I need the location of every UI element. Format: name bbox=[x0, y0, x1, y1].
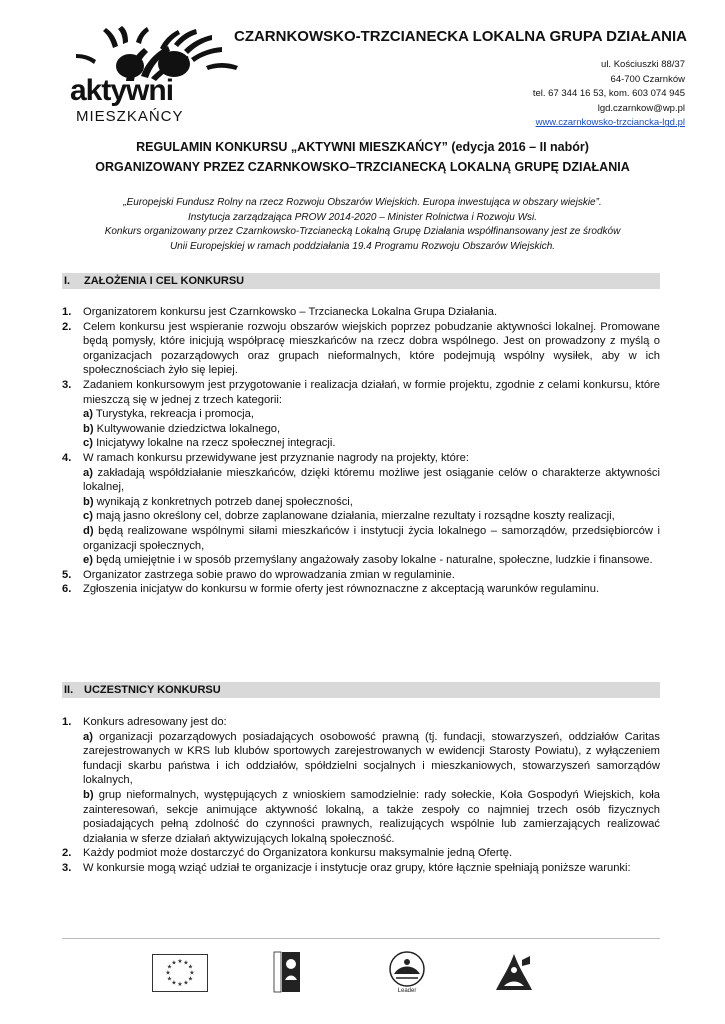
section-title: ZAŁOŻENIA I CEL KONKURSU bbox=[84, 275, 245, 287]
footer-logos bbox=[0, 946, 725, 996]
document-title bbox=[60, 137, 665, 177]
organization-name: CZARNKOWSKO-TRZCIANECKA LOKALNA GRUPA DZIAŁANIA bbox=[233, 28, 687, 45]
sub-item: b) Kultywowanie dziedzictwa lokalnego, bbox=[83, 422, 281, 435]
intro-line-3: Konkurs organizowany przez Czarnkowsko-Trzcianecką Lokalną Grupę Działania współfinansowany jest ze środków bbox=[104, 226, 621, 238]
sub-item: e) będą umiejętnie i w sposób przemyślany angażowały zasoby lokalne - naturalne, społeczne, ludzkie i finansowe. bbox=[83, 554, 653, 567]
svg-text:★: ★ bbox=[177, 958, 183, 965]
email-line: lgd.czarnkow@wp.pl bbox=[597, 102, 685, 114]
svg-text:★: ★ bbox=[166, 975, 173, 983]
intro-line-4: Unii Europejskiej w ramach poddziałania 19.4 Programu Rozwoju Obszarów Wiejskich. bbox=[169, 240, 556, 252]
eu-flag-icon bbox=[152, 954, 208, 992]
prow-emblem-icon bbox=[384, 950, 430, 994]
list-item bbox=[62, 568, 660, 583]
section-1-list bbox=[62, 305, 660, 597]
item-text: Zgłoszenia inicjatyw do konkursu w formie oferty jest równoznaczne z akceptacją warunków regulaminu. bbox=[83, 583, 600, 596]
website-link[interactable]: www.czarnkowsko-trzciancka-lgd.pl bbox=[535, 117, 685, 129]
svg-text:★: ★ bbox=[183, 959, 189, 967]
contact-block bbox=[533, 58, 685, 131]
logo-wordmark: aktywni bbox=[70, 74, 174, 107]
svg-text:★: ★ bbox=[165, 969, 171, 977]
list-item bbox=[62, 582, 660, 597]
item-text: W ramach konkursu przewidywane jest przyznanie nagrody na projekty, które: bbox=[83, 451, 469, 464]
list-item bbox=[62, 320, 660, 378]
list-item bbox=[62, 715, 660, 846]
item-number: 2. bbox=[62, 847, 72, 860]
svg-text:★: ★ bbox=[189, 969, 195, 977]
list-item bbox=[62, 451, 660, 568]
item-text: W konkursie mogą wziąć udział te organizacje i instytucje oraz grupy, które łącznie spełniają poniższe warunki: bbox=[83, 861, 631, 874]
intro-line-1: „Europejski Fundusz Rolny na rzecz Rozwoju Obszarów Wiejskich. Europa inwestująca w obszary wiejskie”. bbox=[123, 197, 602, 208]
svg-text:★: ★ bbox=[166, 963, 173, 971]
rural-development-logo-icon bbox=[492, 950, 536, 994]
footer-divider bbox=[62, 938, 660, 939]
item-text: Każdy podmiot może dostarczyć do Organizatora konkursu maksymalnie jedną Ofertę. bbox=[83, 847, 513, 860]
logo-subtitle: MIESZKAŃCY bbox=[76, 108, 184, 125]
svg-text:★: ★ bbox=[171, 959, 177, 967]
section-2-list bbox=[62, 715, 660, 876]
item-number: 1. bbox=[62, 716, 72, 728]
sub-item: c) Inicjatywy lokalne na rzecz społecznej integracji. bbox=[83, 437, 336, 450]
title-line-1: REGULAMIN KONKURSU „AKTYWNI MIESZKAŃCY” (edycja 2016 – II nabór) bbox=[136, 140, 589, 154]
letterhead bbox=[0, 0, 725, 130]
list-item bbox=[62, 846, 660, 861]
sub-item: a) zakładają współdziałanie mieszkańców, dzięki któremu możliwe jest osiąganie celów o charakterze aktywności lokalnej, bbox=[83, 466, 661, 494]
section-heading-2 bbox=[62, 682, 660, 698]
section-title: UCZESTNICY KONKURSU bbox=[84, 684, 221, 696]
item-text: Organizatorem konkursu jest Czarnkowsko – Trzcianecka Lokalna Grupa Działania. bbox=[83, 306, 498, 318]
item-number: 6. bbox=[62, 583, 72, 596]
intro-note bbox=[60, 196, 665, 254]
item-number: 3. bbox=[62, 378, 72, 391]
list-item bbox=[62, 861, 660, 876]
intro-line-2: Instytucja zarządzająca PROW 2014-2020 – Minister Rolnictwa i Rozwoju Wsi. bbox=[187, 211, 538, 223]
sub-item: b) wynikają z konkretnych potrzeb danej społeczności, bbox=[83, 495, 353, 508]
sub-item: a) organizacji pozarządowych posiadających osobowość prawną (tj. fundacji, stowarzyszeń, oddziałów Caritas zarejestrowanych w KRS lub klubów sportowych zarejestrowanych w ewidencji Starosty Powiatu), z wyłączeniem fundacji skarbu państwa i ich oddziałów, spółdzielni socjalnych i mieszkaniowych, stowarzyszeń samorządów lokalnych, bbox=[83, 730, 660, 787]
item-number: 5. bbox=[62, 568, 72, 581]
svg-text:★: ★ bbox=[171, 979, 177, 987]
sub-item: a) Turystyka, rekreacja i promocja, bbox=[83, 408, 254, 421]
phone-line: tel. 67 344 16 53, kom. 603 074 945 bbox=[532, 88, 685, 100]
sub-item: d) będą realizowane wspólnymi siłami mieszkańców i instytucji życia lokalnego – samorządów, przedsiębiorców i organizacji społecznych, bbox=[83, 524, 660, 552]
section-number: II. bbox=[64, 684, 74, 696]
item-number: 1. bbox=[62, 306, 72, 318]
section-heading-1 bbox=[62, 273, 660, 289]
list-item bbox=[62, 305, 660, 320]
address-line-1: ul. Kościuszki 88/37 bbox=[601, 59, 685, 70]
item-number: 4. bbox=[62, 451, 72, 464]
leader-logo-icon bbox=[272, 950, 302, 994]
svg-text:★: ★ bbox=[183, 979, 189, 987]
section-number: I. bbox=[64, 275, 71, 287]
item-text: Konkurs adresowany jest do: bbox=[83, 716, 227, 728]
address-line-2: 64-700 Czarnków bbox=[610, 73, 685, 85]
list-item bbox=[62, 378, 660, 451]
svg-text:★: ★ bbox=[177, 981, 183, 988]
item-text: Celem konkursu jest wspieranie rozwoju obszarów wiejskich poprzez pobudzanie aktywności lokalnej. Promowane będą pomysły, które inicjują współpracę mieszkańców na rzecz dobra wspólnego. Jest on prowadzony z myślą o organizacjach pozarządowych oraz grupach nieformalnych, które podejmują wspólny wysiłek, aby w ich społecznościach żyło się lepiej. bbox=[83, 320, 660, 377]
title-line-2: ORGANIZOWANY PRZEZ CZARNKOWSKO–TRZCIANECKĄ LOKALNĄ GRUPĘ DZIAŁANIA bbox=[95, 160, 630, 174]
item-number: 2. bbox=[62, 320, 72, 333]
sub-item: b) grup nieformalnych, występujących z wnioskiem samodzielnie: rady sołeckie, Koła Gospodyń Wiejskich, koła zainteresowań, sekcje animujące aktywność lokalną, a także zespoły co najmniej trzech osób fizycznych posiadających pełną zdolność do czynności prawnych, realizujących wspólnie lub zamierzających realizować działania w sferze działań aktywizujących lokalną społeczność. bbox=[83, 788, 661, 845]
svg-text:★: ★ bbox=[187, 975, 194, 983]
item-text: Zadaniem konkursowym jest przygotowanie i realizacja działań, w formie projektu, zgodnie z celami konkursu, które mieszczą się w jednej z trzech kategorii: bbox=[83, 378, 660, 406]
item-text: Organizator zastrzega sobie prawo do wprowadzania zmian w regulaminie. bbox=[83, 568, 455, 581]
item-number: 3. bbox=[62, 861, 72, 874]
svg-text:★: ★ bbox=[187, 963, 194, 971]
aktywni-mieszkancy-logo bbox=[56, 26, 256, 126]
sub-item: c) mają jasno określony cel, dobrze zaplanowane działania, mierzalne rezultaty i rozsądne koszty realizacji, bbox=[83, 510, 615, 523]
svg-text:Leader: Leader bbox=[397, 988, 417, 994]
